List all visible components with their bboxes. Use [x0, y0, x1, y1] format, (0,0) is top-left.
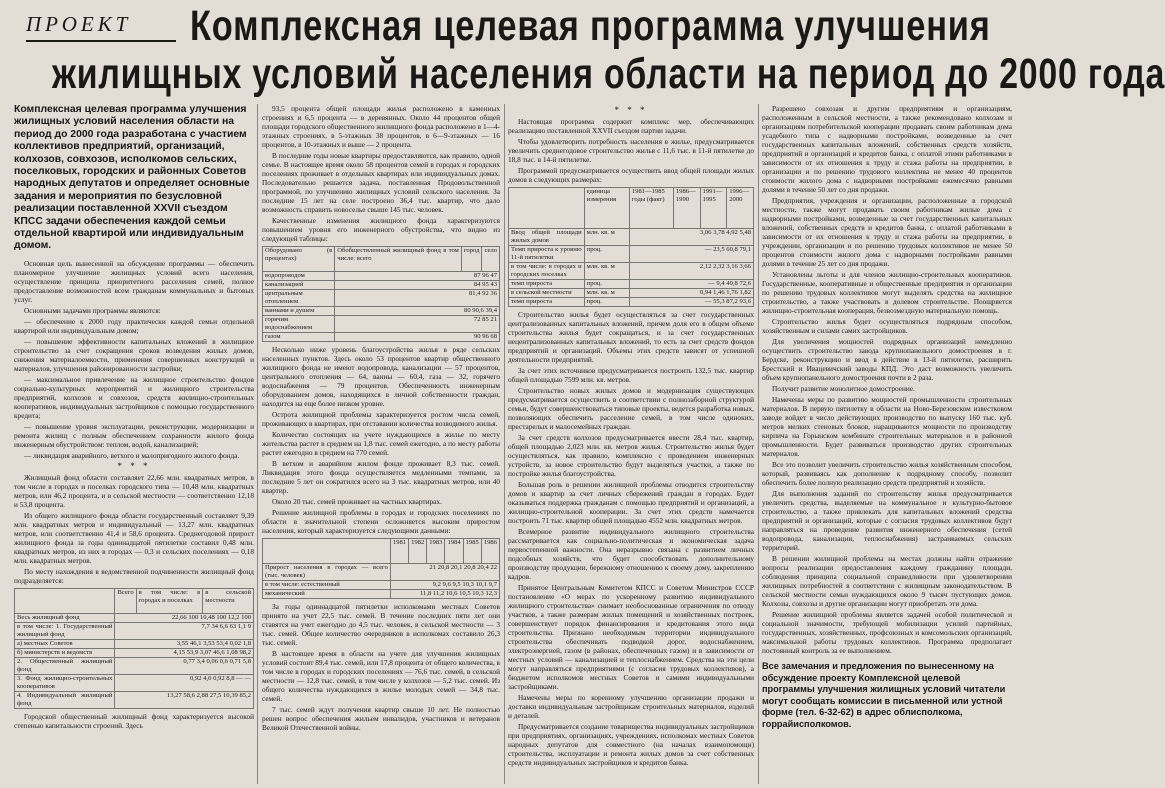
- table-header-row: [15, 588, 254, 613]
- table-cell: 4,15 53,9 3,07 46,6 1,08 98,2: [115, 648, 254, 657]
- paragraph: Для увеличения мощностей подрядных организаций немедленно осуществить строительство завода крупнопанельного домостроения в г. Бердске, реконструкцию и ввод в действие в 13-й пятилетке, расширить Брестский и Ивацевичский заводы КПД. Это даст возможность увеличить объем крупнопанельного домостроения почти в 2 раза.: [762, 337, 1012, 382]
- paragraph: Острота жилищной проблемы характеризуется ростом числа семей, проживающих в квартирах, при отставании количества возводимого жилья.: [262, 410, 500, 428]
- table-cell: 3,06 3,78 4,92 5,48: [629, 229, 753, 246]
- paragraph: — ликвидация аварийного, ветхого и малопригодного жилого фонда.: [24, 450, 240, 460]
- paragraph: Большая роль в решении жилищной проблемы отводится строительству домов и квартир за счет личных сбережений граждан в городах. Будет оказываться поддержка гражданам с помощью предприятий и организаций, а жилищно-строительной кооперации. За счет этих средств намечается построить 71 тыс. квартир общей площадью 4552 млн. квадратных метров.: [508, 480, 754, 525]
- table-row: [263, 307, 500, 316]
- table-cell: 2. Общественный жилищный фонд: [15, 657, 115, 674]
- table-header: 1981—1985 годы (факт): [629, 188, 673, 229]
- table-row: [15, 622, 254, 639]
- table-header: [263, 539, 391, 564]
- table-header: единица измерения: [584, 188, 629, 229]
- table-row: [509, 246, 754, 263]
- table-header: село: [482, 247, 500, 272]
- table-cell: — 55,3 87,2 93,6: [629, 298, 753, 307]
- table-row: [509, 229, 754, 246]
- paragraph: В последние годы новые квартиры предоставляются, как правило, одной семье. В настоящее время около 58 процентов семей в городах и городских поселениях проживает в отдельных квартирах или индивидуальных домах. Последовательно решается задача, поставленная Продовольственной программой, по улучшению жилищных условий сельского населения. За последние 15 лет на селе построено 36,4 тыс. квартир, что дало возможность справить новоселье свыше 145 тыс. человек.: [262, 151, 500, 214]
- table-header: 1984: [445, 539, 463, 564]
- table-header: в сельской местности: [203, 588, 254, 613]
- amenities-table: [262, 246, 500, 342]
- table-row: [15, 657, 254, 674]
- table-cell: 7,7 34 6,6 63 1,1 9: [115, 622, 254, 639]
- headline-line-2: жилищных условий населения области на период до 2000 года: [52, 50, 1165, 98]
- paragraph: По месту нахождения в ведомственной подчиненности жилищный фонд подразделяется:: [14, 566, 254, 585]
- paragraph: В настоящее время в области на учете для улучшения жилищных условий состоит 89,4 тыс. семей, или 17,8 процента от общего количества, в том числе в городах и городских поселениях — 76,6 тыс. семей, в сельской местности — 12,8 тыс. семей, в том числе у колхозов — 5,2 тыс. семей. Из общего количества нуждающихся в жилье молодых семей — 34,8 тыс. семей.: [262, 649, 500, 703]
- table-cell: канализацией: [263, 281, 335, 290]
- population-growth-table: [262, 538, 500, 599]
- paragraph: Городской общественный жилищный фонд характеризуется высокой степенью капитальности строений. Здесь: [14, 711, 254, 730]
- paragraph: Предприятия, учреждения и организации, расположенные в городской местности, также могут продавать своим работникам жилые дома с надворными постройками, возведенные за счет государственных капитальных вложений, собственных средств и кредитов банка, с оплатой работниками в зависимости от их отношения к труду и стажа работы на предприятии, в учреждении, организации и по решению трудовых коллективов не менее 50 процентов стоимости жилого дома с надворными постройками равными долями в течение 25 лет со дня продажи.: [762, 196, 1012, 268]
- table-cell: проц.: [584, 246, 629, 263]
- table-row: [263, 290, 500, 307]
- table-cell: центральным отоплением: [263, 290, 335, 307]
- table-cell: 90 96 68: [335, 333, 500, 342]
- housing-input-table: [508, 187, 754, 307]
- paragraph: Из общего жилищного фонда области государственный составляет 9,39 млн. квадратных метров и индивидуальный — 13,27 млн. квадратных метров, или соответственно 41,4 и 58,6 процента. Среднегодовой прирост жилищного фонда за годы одиннадцатой пятилетки составил 0,48 млн. квадратных метров, из них в городах — 0,3 и сельских поселениях — 0,18 млн. квадратных метров.: [14, 510, 254, 565]
- table-row: [509, 298, 754, 307]
- table-row: [263, 316, 500, 333]
- table-cell: Темп прироста к уровню 11-й пятилетки: [509, 246, 585, 263]
- table-cell: Весь жилищный фонд: [15, 613, 115, 622]
- section-separator: * * *: [117, 460, 151, 471]
- table-header: 1996—2000: [727, 188, 754, 229]
- paragraph: Чтобы удовлетворить потребность населения в жилье, предусматривается увеличить среднегодовое строительство жилья с 11,6 тыс. в 11-й пятилетке до 18,8 тыс. в 14-й пятилетке.: [508, 137, 754, 164]
- table-header: [15, 588, 115, 613]
- paragraph: За годы одиннадцатой пятилетки исполкомами местных Советов принято на учет 22,5 тыс. семей. В течение последних пяти лет они ставятся на учет ежегодно до 4,5 тыс. человек, в сельской местности — 3 тыс. семей. Общее количество очередников в исполкомах составило 26,3 тыс. семей.: [262, 602, 500, 647]
- table-header: Обобществленный жилищный фонд в том числе: всего: [335, 247, 462, 272]
- table-header-row: [263, 539, 500, 564]
- paragraph: Решение жилищной проблемы является задачей особой политической и социальной значимости, требующей мобилизации усилий партийных, государственных, хозяйственных, профсоюзных и комсомольских организаций, максимальной работы трудовых коллективов. Программа предполагает постоянный контроль за ее выполнением.: [762, 610, 1012, 655]
- headline-line-1: Комплексная целевая программа улучшения: [190, 2, 991, 50]
- column-2: [262, 104, 500, 784]
- table-cell: а) местных Советов: [15, 639, 115, 648]
- column-rule: [257, 104, 258, 784]
- table-row: [263, 281, 500, 290]
- table-header-row: [263, 247, 500, 272]
- paragraph: Строительство жилья будет осуществляться за счет государственных централизованных капитальных вложений, причем доля его в общем объеме строительства жилья будет сокращаться, и за счет государственных нецентрализованных капитальных вложений, то есть за счет средств фондов предприятий и организаций. Объемы этих средств зависят от успешной деятельности предприятий.: [508, 310, 754, 364]
- table-cell: 84 95 43: [335, 281, 500, 290]
- paragraph: Жилищный фонд области составляет 22,66 млн. квадратных метров, в том числе в городах и поселках городского типа — 10,48 млн. квадратных метров, или 46,2 процента, и в сельской местности — соответственно 12,18 и 53,8 процента.: [14, 472, 254, 509]
- table-cell: 72 85 21: [335, 316, 500, 333]
- table-header: 1986: [481, 539, 499, 564]
- paragraph: — обеспечение к 2000 году практически каждой семьи отдельной квартирой или индивидуальным домом;: [14, 316, 254, 335]
- proekt-underline: [26, 40, 176, 42]
- table-header: 1986—1990: [673, 188, 700, 229]
- table-cell: — 9,4 49,8 72,6: [629, 280, 753, 289]
- table-cell: 0,94 1,46 1,76 1,82: [629, 289, 753, 298]
- housing-fund-table: [14, 588, 254, 709]
- paragraph: — повышение уровня эксплуатации, реконструкции, модернизации и ремонта жилищ с полным обеспечением сохранности жилого фонда инженерным обустройством: теплом, водой, канализацией;: [14, 421, 254, 449]
- table-header: 1982: [409, 539, 427, 564]
- table-cell: 2,12 2,32 3,16 3,66: [629, 263, 753, 280]
- table-cell: млн. кв. м: [584, 289, 629, 298]
- table-cell: в том числе: в городах и городских поселках: [509, 263, 585, 280]
- closing-notice: Все замечания и предложения по вынесенному на обсуждение проекту Комплексной целевой программы улучшения жилищных условий читатели могут сообщать комиссии в письменной или устной форме (тел. 6-32-62) в адрес облисполкома, горрайисполкомов.: [762, 661, 1006, 729]
- table-cell: 3,55 46,1 3,53 53,4 0,02 1,8: [115, 639, 254, 648]
- table-cell: в сельской местности: [509, 289, 585, 298]
- table-cell: млн. кв. м: [584, 229, 629, 246]
- table-cell: горячим водоснабжением: [263, 316, 335, 333]
- table-cell: млн. кв. м: [584, 263, 629, 280]
- table-row: [15, 613, 254, 622]
- table-header: [509, 188, 585, 229]
- paragraph: Всемерное развитие индивидуального жилищного строительства рассматривается как социально-политическая и экономическая задача первостепенной важности. Она неразрывно связана с развитием личных подсобных хозяйств, что будет способствовать дополнительному производству продукции, бережному отношению к своему дому, закреплению кадров.: [508, 527, 754, 581]
- table-cell: проц.: [584, 298, 629, 307]
- paragraph: Основными задачами программы являются:: [24, 305, 161, 315]
- page-header: [0, 0, 1165, 100]
- table-header: в том числе: в городах и поселках: [136, 588, 203, 613]
- table-cell: в том числе: 1. Государственный жилищный фонд: [15, 622, 115, 639]
- table-row: [509, 280, 754, 289]
- table-row: [263, 564, 500, 581]
- section-separator: * * *: [614, 105, 648, 115]
- table-cell: темп прироста: [509, 298, 585, 307]
- table-row: [263, 581, 500, 590]
- table-cell: 21 20,8 20,1 20,8 20,4 22: [390, 564, 499, 581]
- paragraph: Качественные изменения жилищного фонда характеризуются повышением уровня его инженерного обустройства, что видно из следующей таблицы:: [262, 216, 500, 243]
- paragraph: 7 тыс. семей ждут получения квартир свыше 10 лет. Не полностью решен вопрос обеспечения жильем инвалидов, участников и ветеранов Великой Отечественной войны.: [262, 705, 500, 732]
- table-row: [15, 639, 254, 648]
- table-cell: 80 90,6 39,4: [335, 307, 500, 316]
- table-cell: — 23,5 60,8 79,1: [629, 246, 753, 263]
- paragraph: Принятое Центральным Комитетом КПСС и Советом Министров СССР постановление «О мерах по ускоренному развитию индивидуального жилищного строительства» снимает необоснованные ограничения по отводу участков, а также размерам жилых помещений и хозяйственных построек, совершенствует порядок финансирования и кредитования этого вида строительства. Признано необходимым территории индивидуального строительства обеспечивать подводкой дорог, водоснабжением, электроэнергией, газом (в районах, обеспеченных газом) и в зависимости от местных условий — канализацией и теплоснабжением. Средства на эти цели могут направляться предприятиями (с согласия трудовых коллективов), а бюджетом исполкомов местных Советов и самими индивидуальными застройщиками.: [508, 583, 754, 691]
- table-cell: ваннами и душем: [263, 307, 335, 316]
- table-header: 1991—1995: [700, 188, 727, 229]
- paragraph: Около 20 тыс. семей проживает на частных квартирах.: [272, 497, 442, 506]
- table-row: [509, 289, 754, 298]
- paragraph: Строительство жилья будет осуществляться подрядным способом, хозяйственным и силами самих застройщиков.: [762, 317, 1012, 335]
- table-cell: водопроводом: [263, 272, 335, 281]
- table-cell: 0,77 3,4 0,06 0,6 0,71 5,8: [115, 657, 254, 674]
- table-cell: Прирост населения в городах — всего (тыс. человек): [263, 564, 391, 581]
- table-header: Всего: [115, 588, 136, 613]
- column-rule: [504, 104, 505, 784]
- table-row: [263, 590, 500, 599]
- column-1: [14, 104, 254, 784]
- paragraph: Все это позволит увеличить строительство жилья хозяйственным способом, который, развиваясь как дополнение к подрядному способу, позволит обеспечить более полную реализацию средств предприятий и хозяйств.: [762, 460, 1012, 487]
- table-cell: в том числе: естественный: [263, 581, 391, 590]
- paragraph: — максимальное привлечение на жилищное строительство фондов социально-культурных мероприятий и жилищного строительства предприятий, колхозов и совхозов, средств жилищно-строительных кооперативов, индивидуальных застройщиков с помощью государственного кредита;: [14, 374, 254, 420]
- table-header-row: [509, 188, 754, 229]
- table-cell: 87 96 47: [335, 272, 500, 281]
- table-cell: 4. Индивидуальный жилищный фонд: [15, 691, 115, 708]
- paragraph: — повышение эффективности капитальных вложений в жилищное строительство за счет сокращения сроков возведения жилых домов, снижения материалоемкости, применения совершенных конструкций и материалов, улучшения районированности застройки;: [14, 336, 254, 373]
- table-row: [15, 648, 254, 657]
- paragraph: Установлены льготы и для членов жилищно-строительных кооперативов. Государственные, кооперативные и общественные предприятия и организации по решению трудовых коллективов могут выделять средства на жилищное строительство, а также участвовать в долевом строительстве. Поощряется жилищно-строительная кооперация, безвозмездную материальную помощь.: [762, 270, 1012, 315]
- table-cell: 0,92 4,0 0,92 8,8 — —: [115, 674, 254, 691]
- table-cell: темп прироста: [509, 280, 585, 289]
- table-header: 1985: [463, 539, 481, 564]
- paragraph: Разрешено совхозам и другим предприятиям и организациям, расположенным в сельской местности, а также рекомендовано колхозам и организациям потребительской кооперации продавать своим работникам дома усадебного типа с надворными постройками, возведенные за счет государственных капитальных вложений, собственных средств хозяйств, предприятий и организаций и кредитов банка, с оплатой этими работниками в зависимости от их отношения к труду и стажа работы на предприятии, в организации и по решению трудового коллектива не менее 40 процентов стоимости жилого дома с надворными постройками ежемесячно равными долями в течение 50 лет со дня продажи.: [762, 104, 1012, 194]
- table-cell: б) министерств и ведомств: [15, 648, 115, 657]
- column-4: [762, 104, 1012, 784]
- table-header: город: [461, 247, 482, 272]
- paragraph: В ветхом и аварийном жилом фонде проживает 8,3 тыс. семей. Ликвидация этого фонда осуществляется медленными темпами, за последние 5 лет он сократился всего на 3 тыс. квадратных метров, или 40 квартир.: [262, 459, 500, 495]
- paragraph: Количество состоящих на учете нуждающихся в жилье по месту жительства растет в среднем на 1,8 тыс. семей ежегодно, а по месту работы растет ежегодно в среднем на 770 семей.: [262, 430, 500, 457]
- paragraph: 93,5 процента общей площади жилья расположено в каменных строениях и 6,5 процента — в деревянных. Около 44 процентов общей площади городского общественного жилищного фонда расположено в 1—4-этажных строениях, в 5-этажных 38 процентов, в 6—9-этажных — 16 процентов, в 10-этажных и выше — 2 процента.: [262, 104, 500, 149]
- paragraph: Программой предусматривается осуществить ввод общей площади жилых домов в следующих размерах:: [508, 166, 754, 184]
- table-cell: 81,4 92 36: [335, 290, 500, 307]
- table-row: [15, 674, 254, 691]
- paragraph: Несколько ниже уровень благоустройства жилья в ряде сельских населенных пунктов. Здесь около 53 процентов квартир общественного жилищного фонда не имеют водопровода, канализации — 57 процентов, центрального отопления — 64, ванны — 60,4, газа — 32, горячего водоснабжения — 79 процентов. Обеспеченность инженерным оборудованием домов, находящихся в личной собственности граждан, находится на еще более низком уровне.: [262, 345, 500, 408]
- table-cell: 13,27 58,6 2,88 27,5 10,39 85,2: [115, 691, 254, 708]
- column-3: [508, 104, 754, 784]
- paragraph: Настоящая программа содержит комплекс мер, обеспечивающих реализацию поставленной XXVII съездом партии задачи.: [508, 117, 754, 135]
- table-cell: механический: [263, 590, 391, 599]
- table-cell: 9,2 9,6 9,5 10,3 10,1 9,7: [390, 581, 499, 590]
- table-cell: 3. Фонд жилищно-строительных кооперативов: [15, 674, 115, 691]
- paragraph: Предусматривается создание товарищества индивидуальных застройщиков при предприятиях, организациях, учреждениях, исполкомах местных Советов народных депутатов для совместного (на началах взаимопомощи) строительства, эксплуатации и ремонта жилых домов за счет собственных средств индивидуальных застройщиков и кредитов банка.: [508, 722, 754, 767]
- paragraph: Для выполнения заданий по строительству жилья предусматривается увеличить средства, выделяемые на коммунальное и культурно-бытовое строительство, а также привлекать для капитальных вложений средства предприятий и организаций, которые с согласия трудовых коллективов будут направляться на проведение развития инженерного обеспечения (сетей водопровода, канализации, теплоснабжения) застраиваемых сельских территорий.: [762, 489, 1012, 552]
- paragraph: Намечены меры по развитию мощностей промышленности строительных материалов. В первую пятилетку в области на Ново-Березовском известковом заводе войдет в число действующих производство по выпуску 160 тыс. куб. метров мелких стеновых блоков, наращиваются мощности по производству кирпича на Горынском комбинате строительных материалов и в районной промышленности. Будет развиваться производство других строительных материалов.: [762, 395, 1012, 458]
- table-row: [263, 333, 500, 342]
- paragraph: За счет этих источников предусматривается построить 132,5 тыс. квартир общей площадью 7599 млн. кв. метров.: [508, 366, 754, 384]
- paragraph: Получит развитие монолитное домостроение.: [772, 384, 915, 393]
- table-cell: Ввод общей площади жилых домов: [509, 229, 585, 246]
- table-row: [509, 263, 754, 280]
- table-cell: 22,66 100 10,48 100 12,2 100: [115, 613, 254, 622]
- proekt-label: ПРОЕКТ: [26, 12, 132, 36]
- table-cell: 11,8 11,2 10,6 10,5 10,3 12,3: [390, 590, 499, 599]
- paragraph: Решение жилищной проблемы в городах и городских поселениях по области в значительной степени осложняется высоким приростом населения, который характеризуется следующими данными:: [262, 508, 500, 535]
- table-header: 1983: [427, 539, 445, 564]
- paragraph: За счет средств колхозов предусматривается ввести 28,4 тыс. квартир, общей площадью 2,023 млн. кв. метров жилья. Строительство жилья будет осуществляться, как правило, комплексно с проведением инженерных устройств, за новое строительство будут выделяться участки, а также по постройке жилья благоустройства.: [508, 433, 754, 478]
- paragraph: Строительство новых жилых домов и модернизация существующих предусматривается осуществить в соответствии с полнозаборной структурой семьи, будут совершенствоваться типовые проекты, ведется разработка новых, позволяющих обеспечить расселение семей, в том числе одиноких, престарелых и малосемейных граждан.: [508, 386, 754, 431]
- column-rule: [758, 104, 759, 784]
- table-row: [263, 272, 500, 281]
- table-row: [15, 691, 254, 708]
- table-cell: проц.: [584, 280, 629, 289]
- table-cell: газом: [263, 333, 335, 342]
- table-header: Оборудовано (в процентах): [263, 247, 335, 272]
- table-header: 1981: [390, 539, 408, 564]
- lead-paragraph: Комплексная целевая программа улучшения жилищных условий населения области на период до 2000 года разработана с участием коллективов предприятий, организаций, колхозов, совхозов, исполкомов сельских, поселковых, городских и районных Советов народных депутатов и определяет основные задания и мероприятия по безусловной реализации поставленной XXVII съездом КПСС задачи обеспечения каждой семьи отдельной квартирой или индивидуальным домом.: [14, 104, 250, 252]
- paragraph: Основная цель вынесенной на обсуждение программы — обеспечить планомерное улучшение жилищных условий всего населения, осуществление принципа приоритетного расселения семей, полное предоставление возможностей всем гражданам коммунальных и бытовых услуг.: [14, 258, 254, 304]
- paragraph: В решении жилищной проблемы на местах должны найти отражение вопросы реализации предоставления каждому гражданину площади, соблюдения принципа социальной справедливости при удовлетворении жилищных потребностей в соответствии с жилищным законодательством. В сельской местности семьи нуждающихся около 9 тысяч пустующих домов. Колхозы, совхозы и другие организации могут приобретать эти дома.: [762, 554, 1012, 608]
- paragraph: Намечены меры по коренному улучшению организации продажи и доставки индивидуальным застройщикам строительных материалов, изделий и деталей.: [508, 693, 754, 720]
